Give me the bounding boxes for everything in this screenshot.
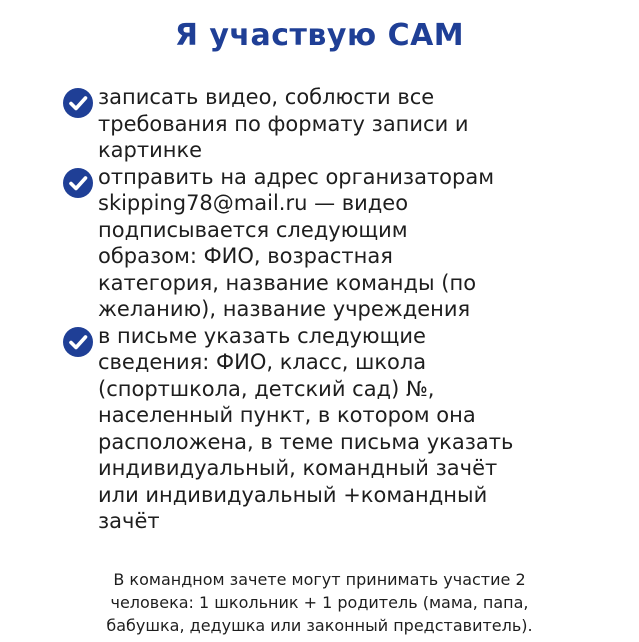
list-item-text: [98, 164, 605, 323]
note-line: В командном зачете могут принимать участие 2: [113, 570, 526, 589]
text-line: категория, название команды (по: [98, 270, 477, 295]
note-line: человека: 1 школьник + 1 родитель (мама, папа,: [110, 593, 529, 612]
team-note: [30, 568, 609, 637]
list-item: [0, 164, 639, 323]
text-line: требования по формату записи и: [98, 111, 469, 136]
check-circle-icon: [63, 327, 93, 357]
text-line: записать видео, соблюсти все: [98, 85, 435, 109]
requirements-list: [0, 84, 639, 535]
list-item-text: [98, 323, 605, 535]
text-line: населенный пункт, в котором она: [98, 403, 476, 427]
text-line: картинке: [98, 138, 203, 162]
list-item: [0, 84, 639, 164]
text-line: в письме указать следующие: [98, 323, 426, 348]
list-item: [0, 323, 639, 535]
note-line: бабушка, дедушка или законный представитель).: [106, 616, 533, 635]
list-item-text: [98, 84, 605, 164]
text-line: или индивидуальный +командный: [98, 482, 488, 507]
text-line: зачёт: [98, 509, 160, 533]
text-line: отправить на адрес организаторам: [98, 164, 495, 189]
check-circle-icon: [63, 88, 93, 118]
text-line: желанию), название учреждения: [98, 297, 471, 321]
text-line: индивидуальный, командный зачёт: [98, 456, 498, 480]
text-line: расположена, в теме письма указать: [98, 429, 514, 454]
check-circle-icon: [63, 168, 93, 198]
text-line: образом: ФИО, возрастная: [98, 244, 393, 268]
text-line: подписывается следующим: [98, 217, 408, 242]
page-title: Я участвую САМ: [174, 18, 465, 53]
text-line: (спортшкола, детский сад) №,: [98, 376, 435, 401]
text-line: сведения: ФИО, класс, школа: [98, 350, 427, 374]
email-text: skipping78@mail.ru — видео: [98, 191, 409, 215]
